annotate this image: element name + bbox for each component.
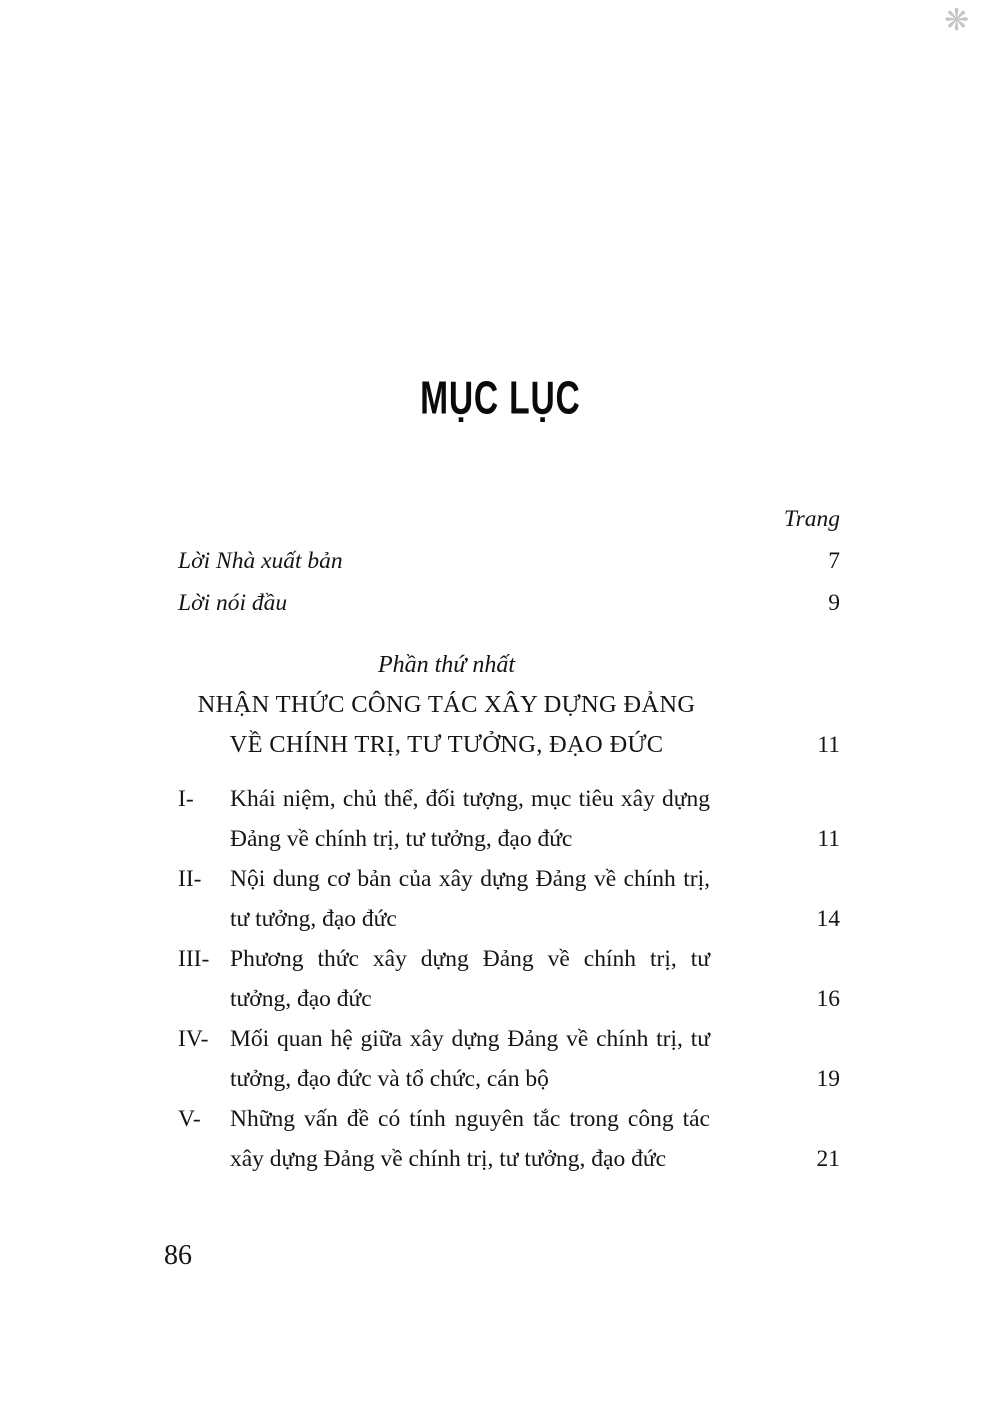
section-page-number: 11 [817, 732, 840, 758]
front-matter-label: Lời Nhà xuất bản [178, 548, 343, 574]
front-matter-label: Lời nói đầu [178, 590, 288, 616]
entry-numeral: II- [178, 866, 202, 892]
entry-numeral: IV- [178, 1026, 209, 1052]
front-matter-row [178, 582, 840, 624]
entry-text: Khái niệm, chủ thể, đối tượng, mục tiêu xây dựng Đảng về chính trị, tư tưởng, đạo đức [230, 786, 710, 852]
entry-numeral: III- [178, 946, 210, 972]
entry-page-number: 21 [816, 1146, 840, 1172]
page-title [0, 371, 1000, 424]
entry-row [178, 779, 840, 859]
entry-page-number: 19 [816, 1066, 840, 1092]
entry-list [178, 779, 840, 1179]
section-heading-block [178, 645, 840, 765]
section-part-label: Phần thứ nhất [377, 652, 516, 678]
flower-icon: ❋ [944, 3, 970, 38]
footer-page-number: 86 [164, 1240, 192, 1271]
entry-text: Nội dung cơ bản của xây dựng Đảng về chính trị, tư tưởng, đạo đức [230, 866, 710, 932]
entry-text: Mối quan hệ giữa xây dựng Đảng về chính trị, tư tưởng, đạo đức và tổ chức, cán bộ [230, 1026, 710, 1092]
section-center [178, 645, 715, 765]
entry-numeral: I- [178, 786, 194, 812]
entry-row [178, 1019, 840, 1099]
entry-page-number: 11 [817, 826, 840, 852]
front-matter-page: 7 [828, 548, 840, 574]
entry-row [178, 1099, 840, 1179]
section-heading-line2: VỀ CHÍNH TRỊ, TƯ TƯỞNG, ĐẠO ĐỨC [229, 731, 664, 758]
entry-text: Phương thức xây dựng Đảng về chính trị, tư tưởng, đạo đức [230, 946, 710, 1012]
section-heading-line1: NHẬN THỨC CÔNG TÁC XÂY DỰNG ĐẢNG [197, 691, 696, 718]
entry-page-number: 16 [816, 986, 840, 1012]
page-title-text: MỤC LỤC [419, 371, 581, 424]
front-matter-page: 9 [828, 590, 840, 616]
entry-row [178, 939, 840, 1019]
entry-text: Những vấn đề có tính nguyên tắc trong công tác xây dựng Đảng về chính trị, tư tưởng, đạo đức [230, 1106, 710, 1172]
column-header-trang: Trang [783, 506, 840, 532]
entry-numeral: V- [178, 1106, 201, 1132]
entry-row [178, 859, 840, 939]
front-matter-row [178, 540, 840, 582]
table-of-contents [178, 498, 840, 1179]
entry-page-number: 14 [816, 906, 840, 932]
